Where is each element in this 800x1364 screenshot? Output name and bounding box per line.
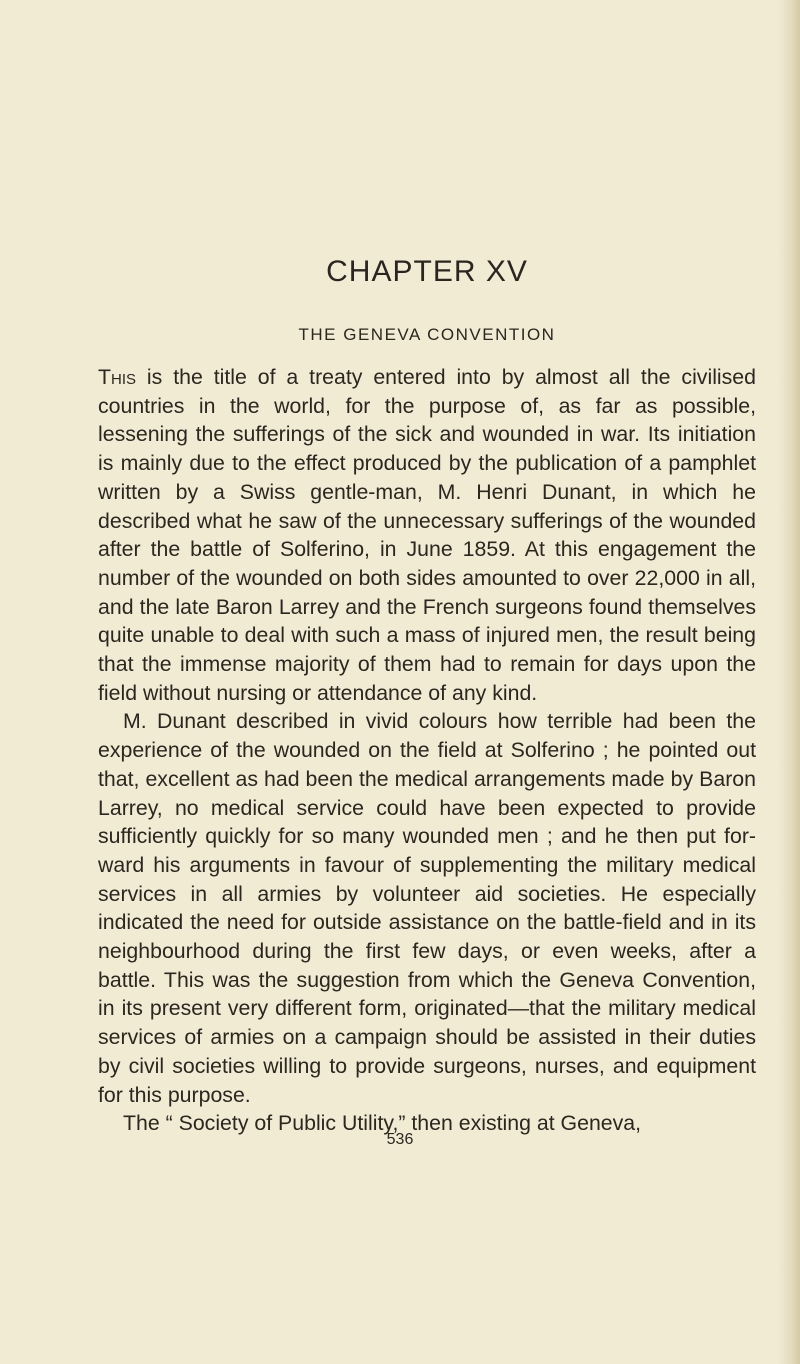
chapter-heading: CHAPTER XV [326,255,528,288]
paragraph-1 [98,363,756,707]
paragraph-2: M. Dunant described in vivid colours how terrible had been the experience of the wounded on the field at Solferino ; he pointed out that, excellent as had been the medical arrangements made by Baron Larrey, no medical service could have been expected to provide sufficiently quickly for so many wounded men ; and he then put for-ward his arguments in favour of supplementing the military medical services in all armies by volunteer aid societies. He especially indicated the need for outside assistance on the battle-field and in its neighbourhood during the first few days, or even weeks, after a battle. This was the suggestion from which the Geneva Convention, in its present very different form, originated—that the military medical services of armies on a campaign should be assisted in their duties by civil societies willing to provide surgeons, nurses, and equipment for this purpose. [98,709,756,1107]
paragraph-1-text: is the title of a treaty entered into by almost all the civilised countries in the world, for the purpose of, as far as possible, lessening the sufferings of the sick and wounded in war. Its initiation is mainly due to the effect produced by the publication of a pamphlet written by a Swiss gentle-man, M. Henri Dunant, in which he described what he saw of the unnecessary sufferings of the wounded after the battle of Solferino, in June 1859. At this engagement the number of the wounded on both sides amounted to over 22,000 in all, and the late Baron Larrey and the French surgeons found themselves quite unable to deal with such a mass of injured men, the result being that the immense majority of them had to remain for days upon the field without nursing or attendance of any kind. [98,365,756,705]
paragraph-3: The “ Society of Public Utility,” then existing at Geneva, [123,1111,642,1136]
page-number: 536 [386,1131,414,1148]
paragraph-1-lead-word: This [98,365,137,389]
text-block [98,255,756,1138]
chapter-subtitle: THE GENEVA CONVENTION [298,325,556,344]
page-edge-shading [778,0,800,1364]
